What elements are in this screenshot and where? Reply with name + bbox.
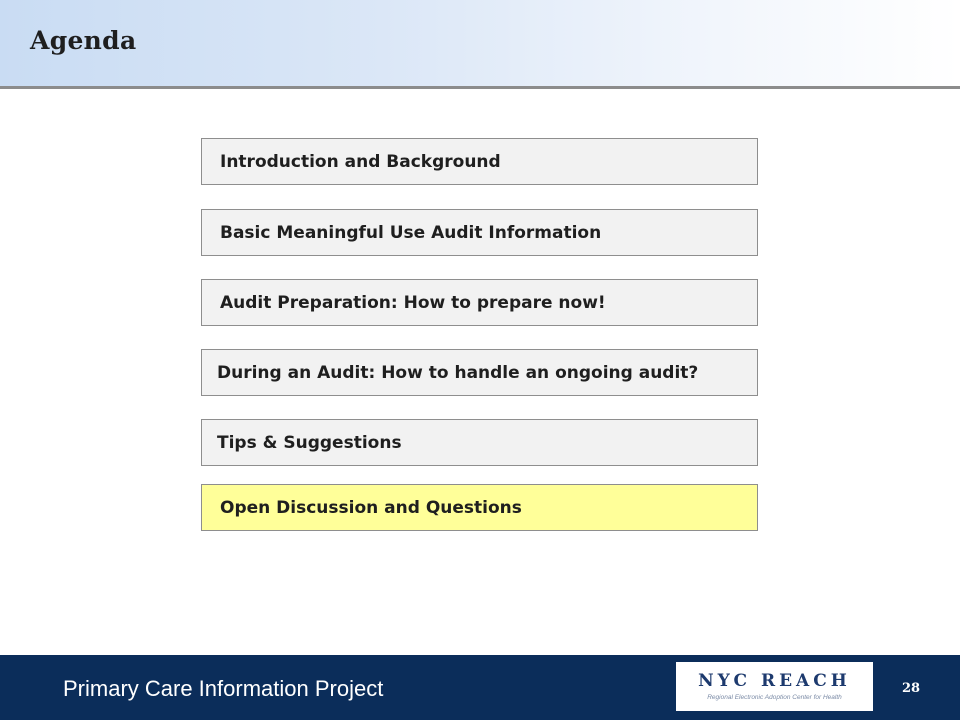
agenda-item-audit-information: Basic Meaningful Use Audit Information bbox=[201, 209, 758, 256]
logo-wordmark: NYC REACH bbox=[698, 671, 851, 691]
nyc-reach-logo bbox=[676, 662, 873, 711]
agenda-item-audit-preparation: Audit Preparation: How to prepare now! bbox=[201, 279, 758, 326]
agenda-item-tips: Tips & Suggestions bbox=[201, 419, 758, 466]
header-divider bbox=[0, 86, 960, 89]
page-number: 28 bbox=[902, 681, 921, 696]
agenda-item-open-discussion: Open Discussion and Questions bbox=[201, 484, 758, 531]
logo-tagline: Regional Electronic Adoption Center for Health bbox=[707, 694, 842, 701]
slide-title: Agenda bbox=[30, 26, 137, 55]
project-name: Primary Care Information Project bbox=[63, 676, 384, 701]
slide-header bbox=[0, 0, 960, 86]
agenda-item-during-audit: During an Audit: How to handle an ongoing audit? bbox=[201, 349, 758, 396]
agenda-item-introduction: Introduction and Background bbox=[201, 138, 758, 185]
slide-footer bbox=[0, 655, 960, 720]
